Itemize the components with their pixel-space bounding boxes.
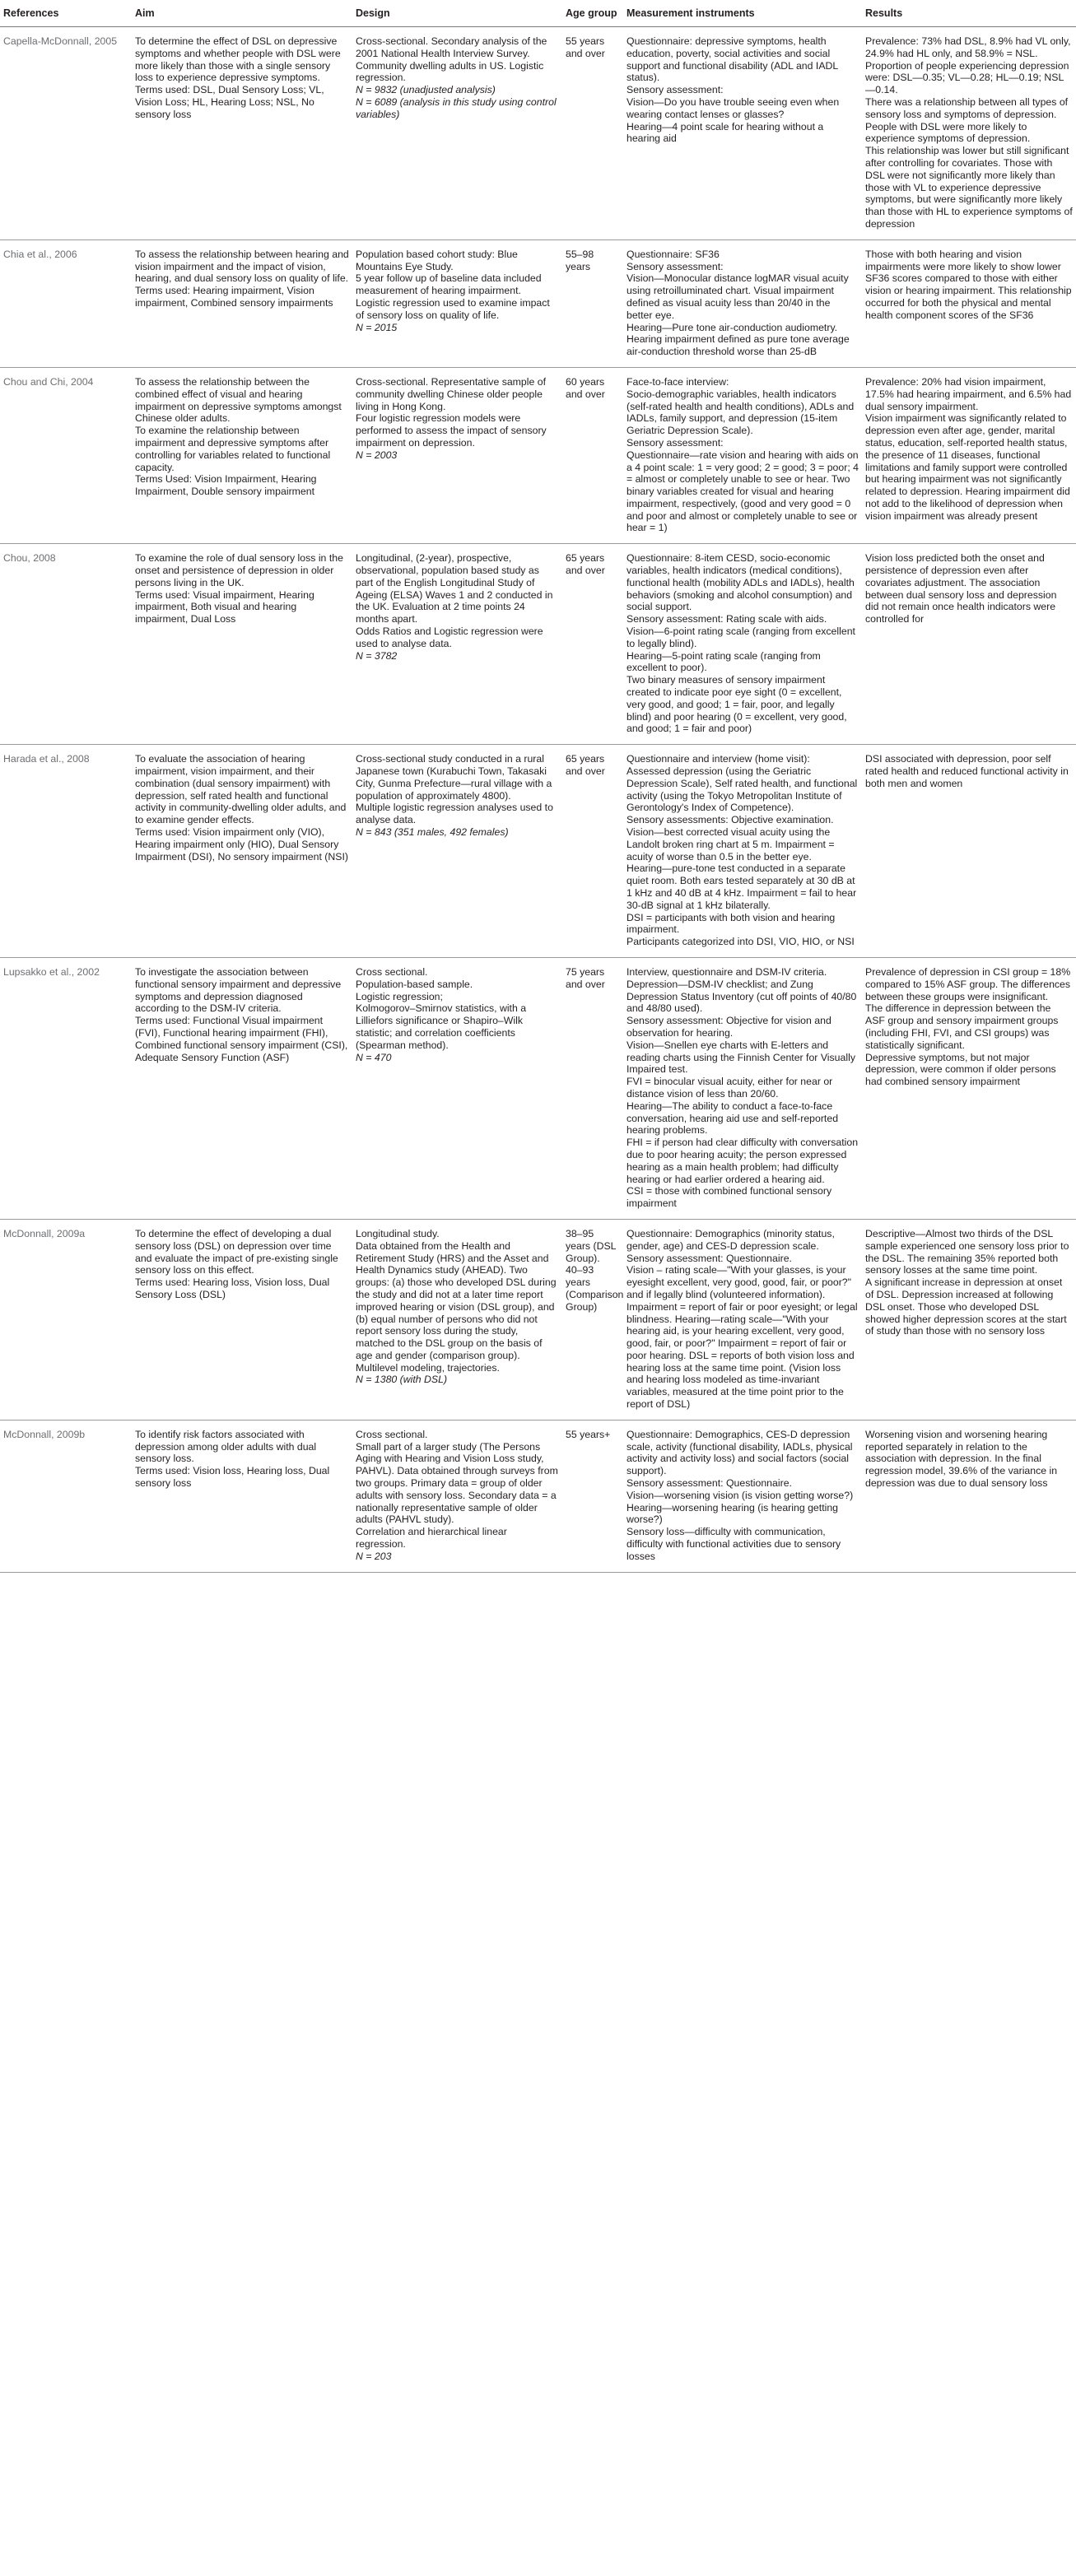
cell-line: Those with both hearing and vision impairments were more likely to show lower SF36 scores compared to those with either vision or hearing impairment. This relationship occurred for both the physical and mental health component scores of the SF36 — [865, 248, 1072, 321]
cell-line: Terms used: Hearing loss, Vision loss, Dual Sensory Loss (DSL) — [135, 1276, 330, 1300]
table-row — [0, 27, 1076, 240]
header-aim: Aim — [132, 0, 352, 27]
cell-line: CSI = those with combined functional sensory impairment — [627, 1185, 832, 1210]
cell-results — [862, 367, 1076, 543]
cell-design — [352, 745, 562, 958]
cell-measurement-instruments — [623, 745, 862, 958]
cell-line: Hearing—worsening hearing (is hearing getting worse?) — [627, 1501, 839, 1526]
cell-line: DSI = participants with both vision and hearing impairment. — [627, 911, 836, 936]
cell-reference — [0, 745, 132, 958]
cell-line: N = 843 (351 males, 492 females) — [356, 826, 509, 839]
cell-line: 55 years+ — [566, 1428, 611, 1440]
cell-line: Descriptive—Almost two thirds of the DSL sample experienced one sensory loss prior to the DSL. The remaining 35% reported both sensory losses at the same time point. — [865, 1227, 1069, 1276]
cell-design — [352, 1420, 562, 1572]
cell-line: 60 years and over — [566, 375, 605, 400]
cell-line: Depressive symptoms, but not major depression, were common if older persons had combined sensory impairment — [865, 1051, 1056, 1088]
cell-line: Odds Ratios and Logistic regression were used to analyse data. — [356, 625, 543, 649]
cell-line: Depression—DSM-IV checklist; and Zung Depression Status Inventory (cut off points of 40/80 and 48/80 used). — [627, 978, 857, 1015]
cell-line: Kolmogorov–Smirnov statistics, with a Lilliefors significance or Shapiro–Wilk statistic; and correlation coefficients (Spearman method). — [356, 1002, 527, 1051]
cell-line: To identify risk factors associated with depression among older adults with dual sensory loss. — [135, 1428, 317, 1465]
cell-line: Vision impairment was significantly related to depression even after age, gender, marital status, education, self-reported health status, the presence of 11 diseases, functional limitations and family support were controlled but hearing impairment was not significantly related to depression. Hearing impairment did not add to the likelihood of depression when vision impairment was already present — [865, 412, 1070, 522]
cell-line: Vision—Do you have trouble seeing even when wearing contact lenses or glasses? — [627, 95, 840, 120]
cell-line: Capella-McDonnall, 2005 — [3, 35, 118, 47]
cell-line: Prevalence: 73% had DSL, 8.9% had VL only, 24.9% had HL only, and 58.9% = NSL. — [865, 35, 1071, 59]
cell-line: Assessed depression (using the Geriatric Depression Scale), Self rated health, and functional activity (using the Tokyo Metropolitan Institute of Gerontology's Index of Competence). — [627, 765, 858, 814]
header-age-group: Age group — [562, 0, 623, 27]
table-row — [0, 544, 1076, 745]
cell-line: Multiple logistic regression analyses used to analyse data. — [356, 802, 553, 826]
cell-line: To examine the role of dual sensory loss in the onset and persistence of depression in older persons living in the UK. — [135, 552, 343, 588]
cell-line: Cross-sectional. Secondary analysis of the 2001 National Health Interview Survey. Community dwelling adults in US. Logistic regression. — [356, 35, 547, 84]
cell-design — [352, 367, 562, 543]
cell-line: Multilevel modeling, trajectories. — [356, 1361, 500, 1374]
cell-measurement-instruments — [623, 239, 862, 367]
cell-age-group — [562, 544, 623, 745]
cell-line: 40–93 years (Comparison Group) — [566, 1264, 624, 1313]
cell-line: Two binary measures of sensory impairment created to indicate poor eye sight (0 = excellent, very good, and good; 1 = fair, poor, and legally blind) and poor hearing (0 = excellent, very good, and good; 1 = fair and poor) — [627, 674, 847, 735]
cell-line: Data obtained from the Health and Retirement Study (HRS) and the Asset and Health Dynamics study (AHEAD). Two groups: (a) those who developed DSL during the study and did not at a later time report improved hearing or vision (DSL group), and (b) equal number of persons who did not report sensory loss during the study, matched to the DSL group on the basis of age and gender (comparison group). — [356, 1239, 557, 1361]
cell-line: Sensory assessment: — [627, 260, 724, 272]
cell-line: Longitudinal, (2-year), prospective, observational, population based study as part of the English Longitudinal Study of Ageing (ELSA) Waves 1 and 2 conducted in the UK. Evaluation at 2 time points 24 months apart. — [356, 552, 553, 625]
cell-line: Sensory loss—difficulty with communication, difficulty with functional activities due to sensory losses — [627, 1526, 841, 1562]
cell-line: Cross sectional. — [356, 965, 428, 978]
cell-age-group — [562, 1420, 623, 1572]
cell-line: 5 year follow up of baseline data included measurement of hearing impairment. — [356, 272, 542, 297]
cell-aim — [132, 544, 352, 745]
cell-results — [862, 1420, 1076, 1572]
header-row — [0, 0, 1076, 27]
cell-line: Terms used: Vision impairment only (VIO), Hearing impairment only (HIO), Dual Sensory Impairment (DSI), No sensory impairment (NSI) — [135, 826, 348, 863]
cell-design — [352, 957, 562, 1219]
cell-line: Sensory assessment: Questionnaire. — [627, 1477, 792, 1490]
cell-line: To assess the relationship between hearing and vision impairment and the impact of vision, hearing, and dual sensory loss on quality of life. — [135, 248, 349, 285]
table-header — [0, 0, 1076, 27]
cell-line: 38–95 years (DSL Group). — [566, 1227, 617, 1264]
cell-aim — [132, 1219, 352, 1420]
cell-line: Four logistic regression models were performed to assess the impact of sensory impairment on depression. — [356, 412, 547, 449]
cell-line: Longitudinal study. — [356, 1227, 440, 1239]
cell-results — [862, 1219, 1076, 1420]
cell-aim — [132, 239, 352, 367]
cell-design — [352, 544, 562, 745]
table-row — [0, 745, 1076, 958]
cell-line: The difference in depression between the ASF group and sensory impairment groups (including FHI, FVI, and CSI groups) was statistically significant. — [865, 1002, 1059, 1051]
cell-reference — [0, 239, 132, 367]
cell-measurement-instruments — [623, 1219, 862, 1420]
cell-line: Vision loss predicted both the onset and persistence of depression even after covariates adjustment. The association between dual sensory loss and depression did not remain once health indicators were controlled for — [865, 552, 1057, 625]
cell-line: Chou, 2008 — [3, 552, 56, 565]
table-row — [0, 1219, 1076, 1420]
header-design: Design — [352, 0, 562, 27]
cell-line: N = 2015 — [356, 321, 398, 333]
cell-line: DSI associated with depression, poor self rated health and reduced functional activity in both men and women — [865, 753, 1069, 789]
cell-line: Questionnaire: Demographics (minority status, gender, age) and CES-D depression scale. — [627, 1227, 835, 1252]
cell-reference — [0, 27, 132, 240]
cell-reference — [0, 1219, 132, 1420]
cell-line: Chia et al., 2006 — [3, 248, 77, 260]
cell-line: Terms used: Vision loss, Hearing loss, Dual sensory loss — [135, 1465, 330, 1490]
cell-line: Sensory assessment: — [627, 436, 724, 449]
cell-line: 55–98 years — [566, 248, 594, 272]
table-row — [0, 957, 1076, 1219]
cell-line: McDonnall, 2009b — [3, 1428, 86, 1440]
cell-line: Sensory assessment: Objective for vision and observation for hearing. — [627, 1015, 831, 1039]
cell-line: 65 years and over — [566, 753, 605, 778]
cell-line: Hearing—5-point rating scale (ranging from excellent to poor). — [627, 649, 821, 674]
header-results: Results — [862, 0, 1076, 27]
cell-line: Prevalence: 20% had vision impairment, 17.5% had hearing impairment, and 6.5% had dual sensory impairment. — [865, 375, 1072, 412]
cell-results — [862, 957, 1076, 1219]
cell-line: N = 470 — [356, 1051, 392, 1063]
cell-age-group — [562, 745, 623, 958]
cell-aim — [132, 1420, 352, 1572]
cell-line: Terms Used: Vision Impairment, Hearing Impairment, Double sensory impairment — [135, 473, 317, 498]
cell-line: Questionnaire: depressive symptoms, health education, poverty, social activities and social support and functional disability (ADL and IADL status). — [627, 35, 838, 84]
cell-line: Hearing—Pure tone air-conduction audiometry. Hearing impairment defined as pure tone average air-conduction threshold worse than 25-dB — [627, 321, 850, 358]
cell-line: Chou and Chi, 2004 — [3, 375, 94, 388]
cell-line: Terms used: Functional Visual impairment (FVI), Functional hearing impairment (FHI), Combined functional sensory impairment (CSI), Adequate Sensory Function (ASF) — [135, 1015, 348, 1063]
cell-line: Socio-demographic variables, health indicators (self-rated health and health conditions), ADLs and IADLs, family support, and depression (15-item Geriatric Depression Scale). — [627, 388, 855, 437]
cell-line: Vision – rating scale—"With your glasses, is your eyesight excellent, very good, good, fair, or poor?" and if legally blind (volunteered information). — [627, 1264, 852, 1300]
cell-line: 75 years and over — [566, 965, 605, 990]
cell-line: 65 years and over — [566, 552, 605, 577]
cell-line: N = 6089 (analysis in this study using control variables) — [356, 95, 557, 120]
table-body — [0, 27, 1076, 1573]
cell-aim — [132, 745, 352, 958]
cell-line: N = 1380 (with DSL) — [356, 1374, 448, 1386]
cell-line: Prevalence of depression in CSI group = 18% compared to 15% ASF group. The differences between these groups were insignificant. — [865, 965, 1071, 1002]
cell-line: To determine the effect of DSL on depressive symptoms and whether people with DSL were more likely than those with a single sensory loss to experience depressive symptoms. — [135, 35, 341, 84]
cell-results — [862, 544, 1076, 745]
cell-measurement-instruments — [623, 367, 862, 543]
cell-aim — [132, 27, 352, 240]
cell-line: Population based cohort study: Blue Mountains Eye Study. — [356, 248, 518, 272]
cell-line: Terms used: DSL, Dual Sensory Loss; VL, Vision Loss; HL, Hearing Loss; NSL, No sensory loss — [135, 84, 324, 120]
cell-line: Sensory assessments: Objective examination. Vision—best corrected visual acuity using the Landolt broken ring chart at 5 m. Impairment = acuity of worse than 0.5 in the better eye. — [627, 814, 835, 863]
cell-line: 55 years and over — [566, 35, 605, 59]
cell-reference — [0, 1420, 132, 1572]
cell-line: N = 2003 — [356, 449, 398, 461]
cell-measurement-instruments — [623, 27, 862, 240]
cell-line: Questionnaire: SF36 — [627, 248, 720, 260]
cell-reference — [0, 367, 132, 543]
cell-line: Proportion of people experiencing depression were: DSL—0.35; VL—0.28; HL—0.19; NSL—0.14. — [865, 59, 1069, 96]
cell-line: Impairment = report of fair or poor eyesight; or legal blindness. Hearing—rating scale—"With your hearing aid, is your hearing excellent, very good, good, fair, or poor?" Impairment = report of fair or poor hearing. DSL = reports of both vision loss and hearing loss at the same time point. (Vision loss and hearing loss modeled as time-invariant variables, measured at the time point prior to the report of DSL) — [627, 1300, 858, 1411]
cell-line: Terms used: Hearing impairment, Vision impairment, Combined sensory impairments — [135, 285, 333, 309]
cell-line: Sensory assessment: — [627, 84, 724, 96]
cell-line: Hearing—The ability to conduct a face-to-face conversation, hearing aid use and self-reported hearing problems. — [627, 1100, 839, 1137]
cell-line: Logistic regression; — [356, 990, 443, 1002]
cell-measurement-instruments — [623, 1420, 862, 1572]
cell-reference — [0, 544, 132, 745]
cell-line: Cross sectional. — [356, 1428, 428, 1440]
cell-line: N = 9832 (unadjusted analysis) — [356, 84, 496, 96]
cell-line: Vision—Monocular distance logMAR visual acuity using retroilluminated chart. Visual impairment defined as visual acuity less than 20/40 in the better eye. — [627, 272, 849, 321]
cell-line: FHI = if person had clear difficulty with conversation due to poor hearing acuity; the person expressed hearing as a main health problem; had difficulty hearing or had earlier ordered a hearing aid. — [627, 1137, 859, 1185]
cell-line: Harada et al., 2008 — [3, 753, 90, 765]
cell-measurement-instruments — [623, 544, 862, 745]
cell-line: N = 3782 — [356, 649, 398, 662]
cell-line: Questionnaire: 8-item CESD, socio-economic variables, health indicators (medical conditions), functional health (mobility ADLs and IADLs), health behaviors (smoking and alcohol consumption) and social support. — [627, 552, 855, 613]
cell-line: This relationship was lower but still significant after controlling for covariates. Those with DSL were not significantly more likely than those with VL to experience depressive symptoms, but were significantly more likely than those with HL to experience symptoms of depression — [865, 145, 1073, 230]
cell-line: To examine the relationship between impairment and depressive symptoms after controlling for variables related to functional capacity. — [135, 425, 331, 473]
cell-line: A significant increase in depression at onset of DSL. Depression increased at following DSL onset. Those who developed DSL showed higher depression scores at the start of study than those with no sensory loss — [865, 1276, 1067, 1337]
cell-line: Vision—6-point rating scale (ranging from excellent to legally blind). — [627, 625, 855, 649]
cell-aim — [132, 367, 352, 543]
table-row — [0, 367, 1076, 543]
cell-line: There was a relationship between all types of sensory loss and symptoms of depression. People with DSL were more likely to experience symptoms of depression. — [865, 95, 1069, 145]
cell-line: To evaluate the association of hearing impairment, vision impairment, and their combination (dual sensory impairment) with depression, self rated health and functional activity in community-dwelling older adults, and to examine gender effects. — [135, 753, 347, 826]
cell-line: To assess the relationship between the combined effect of visual and hearing impairment on depressive symptoms amongst Chinese older adults. — [135, 375, 342, 425]
cell-line: Population-based sample. — [356, 978, 473, 990]
cell-line: Sensory assessment: Rating scale with aids. — [627, 613, 827, 625]
cell-line: Questionnaire and interview (home visit): — [627, 753, 810, 765]
cell-line: Small part of a larger study (The Persons Aging with Hearing and Vision Loss study, PAHVL). Data obtained through surveys from two groups. Primary data = group of older adults with sensory loss. Secondary data = a nationally representative sample of older adults (PAHVL study). — [356, 1440, 558, 1526]
cell-age-group — [562, 957, 623, 1219]
cell-results — [862, 745, 1076, 958]
cell-line: To determine the effect of developing a dual sensory loss (DSL) on depression over time and evaluate the impact of pre-existing single sensory loss on this effect. — [135, 1227, 338, 1276]
cell-line: Cross-sectional. Representative sample of community dwelling Chinese older people living in Hong Kong. — [356, 375, 547, 412]
cell-line: Correlation and hierarchical linear regression. — [356, 1526, 507, 1551]
cell-aim — [132, 957, 352, 1219]
cell-line: Vision—worsening vision (is vision getting worse?) — [627, 1489, 854, 1501]
cell-line: To investigate the association between functional sensory impairment and depressive symptoms and depression diagnosed according to the DSM-IV criteria. — [135, 965, 342, 1015]
cell-line: Hearing—pure-tone test conducted in a separate quiet room. Both ears tested separately at 30 dB at 1 kHz and 40 dB at 4 kHz. Impairment = fail to hear 30-dB signal at 1 kHz bilaterally. — [627, 863, 857, 911]
cell-line: FVI = binocular visual acuity, either for near or distance vision of less than 20/60. — [627, 1076, 833, 1100]
cell-reference — [0, 957, 132, 1219]
cell-design — [352, 27, 562, 240]
cell-line: Lupsakko et al., 2002 — [3, 965, 100, 978]
cell-line: Participants categorized into DSI, VIO, HIO, or NSI — [627, 936, 855, 948]
cell-line: Interview, questionnaire and DSM-IV criteria. — [627, 965, 827, 978]
header-measurement-instruments: Measurement instruments — [623, 0, 862, 27]
cell-age-group — [562, 239, 623, 367]
cell-line: Worsening vision and worsening hearing reported separately in relation to the association with depression. In the final regression model, 39.6% of the variance in depression was due to dual sensory loss — [865, 1428, 1058, 1490]
cell-line: N = 203 — [356, 1550, 392, 1562]
cell-line: Logistic regression used to examine impact of sensory loss on quality of life. — [356, 296, 550, 321]
cell-age-group — [562, 27, 623, 240]
cell-measurement-instruments — [623, 957, 862, 1219]
cell-line: Terms used: Visual impairment, Hearing impairment, Both visual and hearing impairment, Dual Loss — [135, 588, 314, 625]
cell-age-group — [562, 1219, 623, 1420]
cell-design — [352, 1219, 562, 1420]
cell-design — [352, 239, 562, 367]
cell-line: Hearing—4 point scale for hearing without a hearing aid — [627, 120, 824, 145]
cell-line: Questionnaire—rate vision and hearing with aids on a 4 point scale: 1 = very good; 2 = good; 3 = poor; 4 = almost or completely unable to see or hear. Two binary variables created for visual and hearing impairment, respectively, (good and very good = 0 and poor and almost or completely unable to see or hear = 1) — [627, 449, 859, 534]
cell-line: Sensory assessment: Questionnaire. — [627, 1252, 792, 1264]
table-row — [0, 1420, 1076, 1572]
header-references: References — [0, 0, 132, 27]
cell-results — [862, 27, 1076, 240]
cell-line: McDonnall, 2009a — [3, 1227, 86, 1239]
cell-age-group — [562, 367, 623, 543]
table-row — [0, 239, 1076, 367]
cell-line: Vision—Snellen eye charts with E-letters and reading charts using the Finnish Center for Visually Impaired test. — [627, 1039, 855, 1076]
cell-line: Face-to-face interview: — [627, 375, 729, 388]
cell-line: Questionnaire: Demographics, CES-D depression scale, activity (functional disability, IADLs, physical activity and activity loss) and social factors (social support). — [627, 1428, 853, 1477]
cell-results — [862, 239, 1076, 367]
cell-line: Cross-sectional study conducted in a rural Japanese town (Kurabuchi Town, Takasaki City, Gunma Prefecture—rural village with a population of approximately 4800). — [356, 753, 552, 802]
